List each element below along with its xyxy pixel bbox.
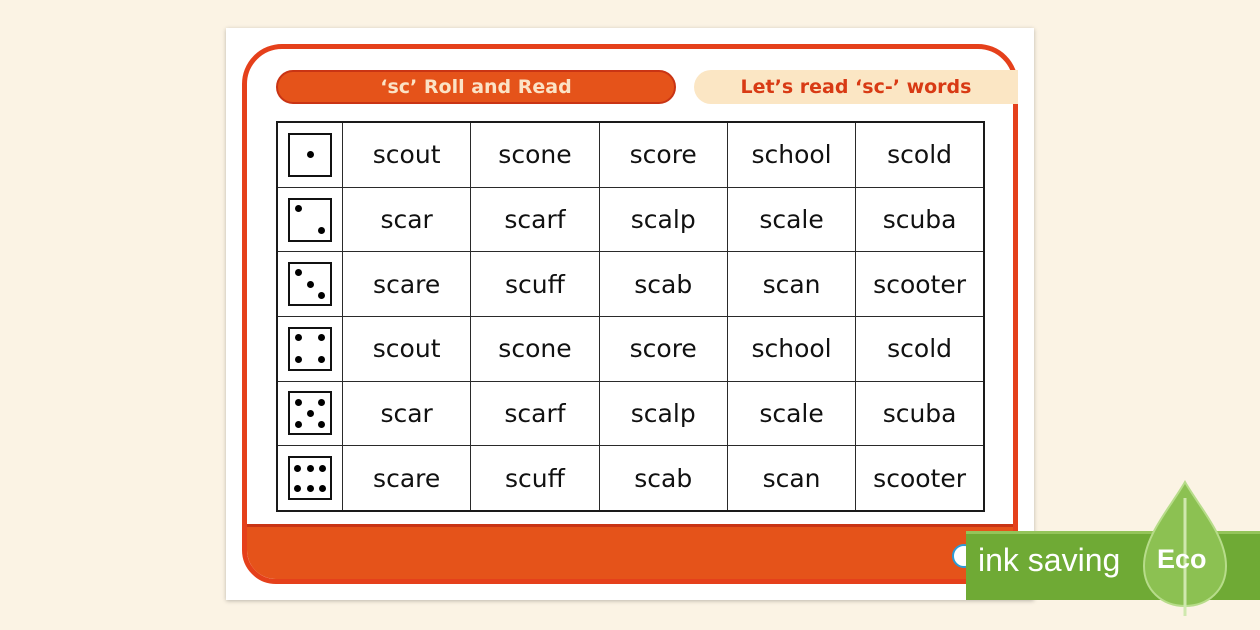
dice-pip bbox=[318, 334, 325, 341]
word-cell: scan bbox=[727, 446, 855, 511]
dice-face-5-icon bbox=[288, 391, 332, 435]
table-row bbox=[277, 446, 984, 511]
die-cell bbox=[277, 187, 343, 252]
word-cell: scale bbox=[727, 187, 855, 252]
word-cell: scarf bbox=[471, 187, 599, 252]
word-cell: school bbox=[727, 122, 855, 187]
die-cell bbox=[277, 122, 343, 187]
dice-pip bbox=[319, 485, 326, 492]
worksheet-subtitle: Let’s read ‘sc-’ words bbox=[694, 70, 1018, 104]
table-row bbox=[277, 252, 984, 317]
dice-pip bbox=[295, 421, 302, 428]
word-cell: scout bbox=[343, 316, 471, 381]
word-cell: scooter bbox=[856, 446, 984, 511]
dice-pip bbox=[295, 269, 302, 276]
word-cell: scarf bbox=[471, 381, 599, 446]
word-cell: score bbox=[599, 122, 727, 187]
die-cell bbox=[277, 252, 343, 317]
word-cell: scold bbox=[856, 316, 984, 381]
table-row bbox=[277, 187, 984, 252]
dice-pip bbox=[294, 485, 301, 492]
word-cell: scare bbox=[343, 252, 471, 317]
word-cell: scab bbox=[599, 252, 727, 317]
word-cell: scone bbox=[471, 122, 599, 187]
dice-face-3-icon bbox=[288, 262, 332, 306]
word-cell: scale bbox=[727, 381, 855, 446]
dice-face-4-icon bbox=[288, 327, 332, 371]
table-row bbox=[277, 122, 984, 187]
dice-pip bbox=[318, 227, 325, 234]
dice-pip bbox=[318, 399, 325, 406]
word-cell: scold bbox=[856, 122, 984, 187]
table-row bbox=[277, 381, 984, 446]
word-cell: scalp bbox=[599, 187, 727, 252]
roll-and-read-table bbox=[276, 121, 985, 512]
dice-face-6-icon bbox=[288, 456, 332, 500]
dice-face-1-icon bbox=[288, 133, 332, 177]
word-cell: scout bbox=[343, 122, 471, 187]
dice-pip bbox=[318, 356, 325, 363]
dice-pip bbox=[294, 465, 301, 472]
dice-pip bbox=[318, 292, 325, 299]
dice-pip bbox=[307, 151, 314, 158]
dice-pip bbox=[307, 281, 314, 288]
die-cell bbox=[277, 381, 343, 446]
worksheet-title: ‘sc’ Roll and Read bbox=[276, 70, 676, 104]
dice-pip bbox=[318, 421, 325, 428]
word-cell: scab bbox=[599, 446, 727, 511]
word-cell: scone bbox=[471, 316, 599, 381]
word-cell: scuff bbox=[471, 252, 599, 317]
word-cell: school bbox=[727, 316, 855, 381]
word-cell: scar bbox=[343, 381, 471, 446]
word-cell: scuba bbox=[856, 381, 984, 446]
word-cell: scar bbox=[343, 187, 471, 252]
word-cell: scuff bbox=[471, 446, 599, 511]
die-cell bbox=[277, 446, 343, 511]
dice-face-2-icon bbox=[288, 198, 332, 242]
dice-pip bbox=[307, 410, 314, 417]
dice-pip bbox=[295, 334, 302, 341]
die-cell bbox=[277, 316, 343, 381]
dice-pip bbox=[295, 205, 302, 212]
dice-pip bbox=[307, 485, 314, 492]
word-cell: score bbox=[599, 316, 727, 381]
word-cell: scuba bbox=[856, 187, 984, 252]
table-row bbox=[277, 316, 984, 381]
word-cell: scalp bbox=[599, 381, 727, 446]
dice-pip bbox=[319, 465, 326, 472]
ink-saving-label: ink saving bbox=[978, 542, 1121, 578]
word-cell: scooter bbox=[856, 252, 984, 317]
dice-pip bbox=[295, 356, 302, 363]
eco-label: Eco bbox=[1157, 544, 1207, 574]
word-cell: scan bbox=[727, 252, 855, 317]
word-cell: scare bbox=[343, 446, 471, 511]
dice-pip bbox=[307, 465, 314, 472]
footer-band bbox=[247, 524, 1013, 579]
dice-pip bbox=[295, 399, 302, 406]
